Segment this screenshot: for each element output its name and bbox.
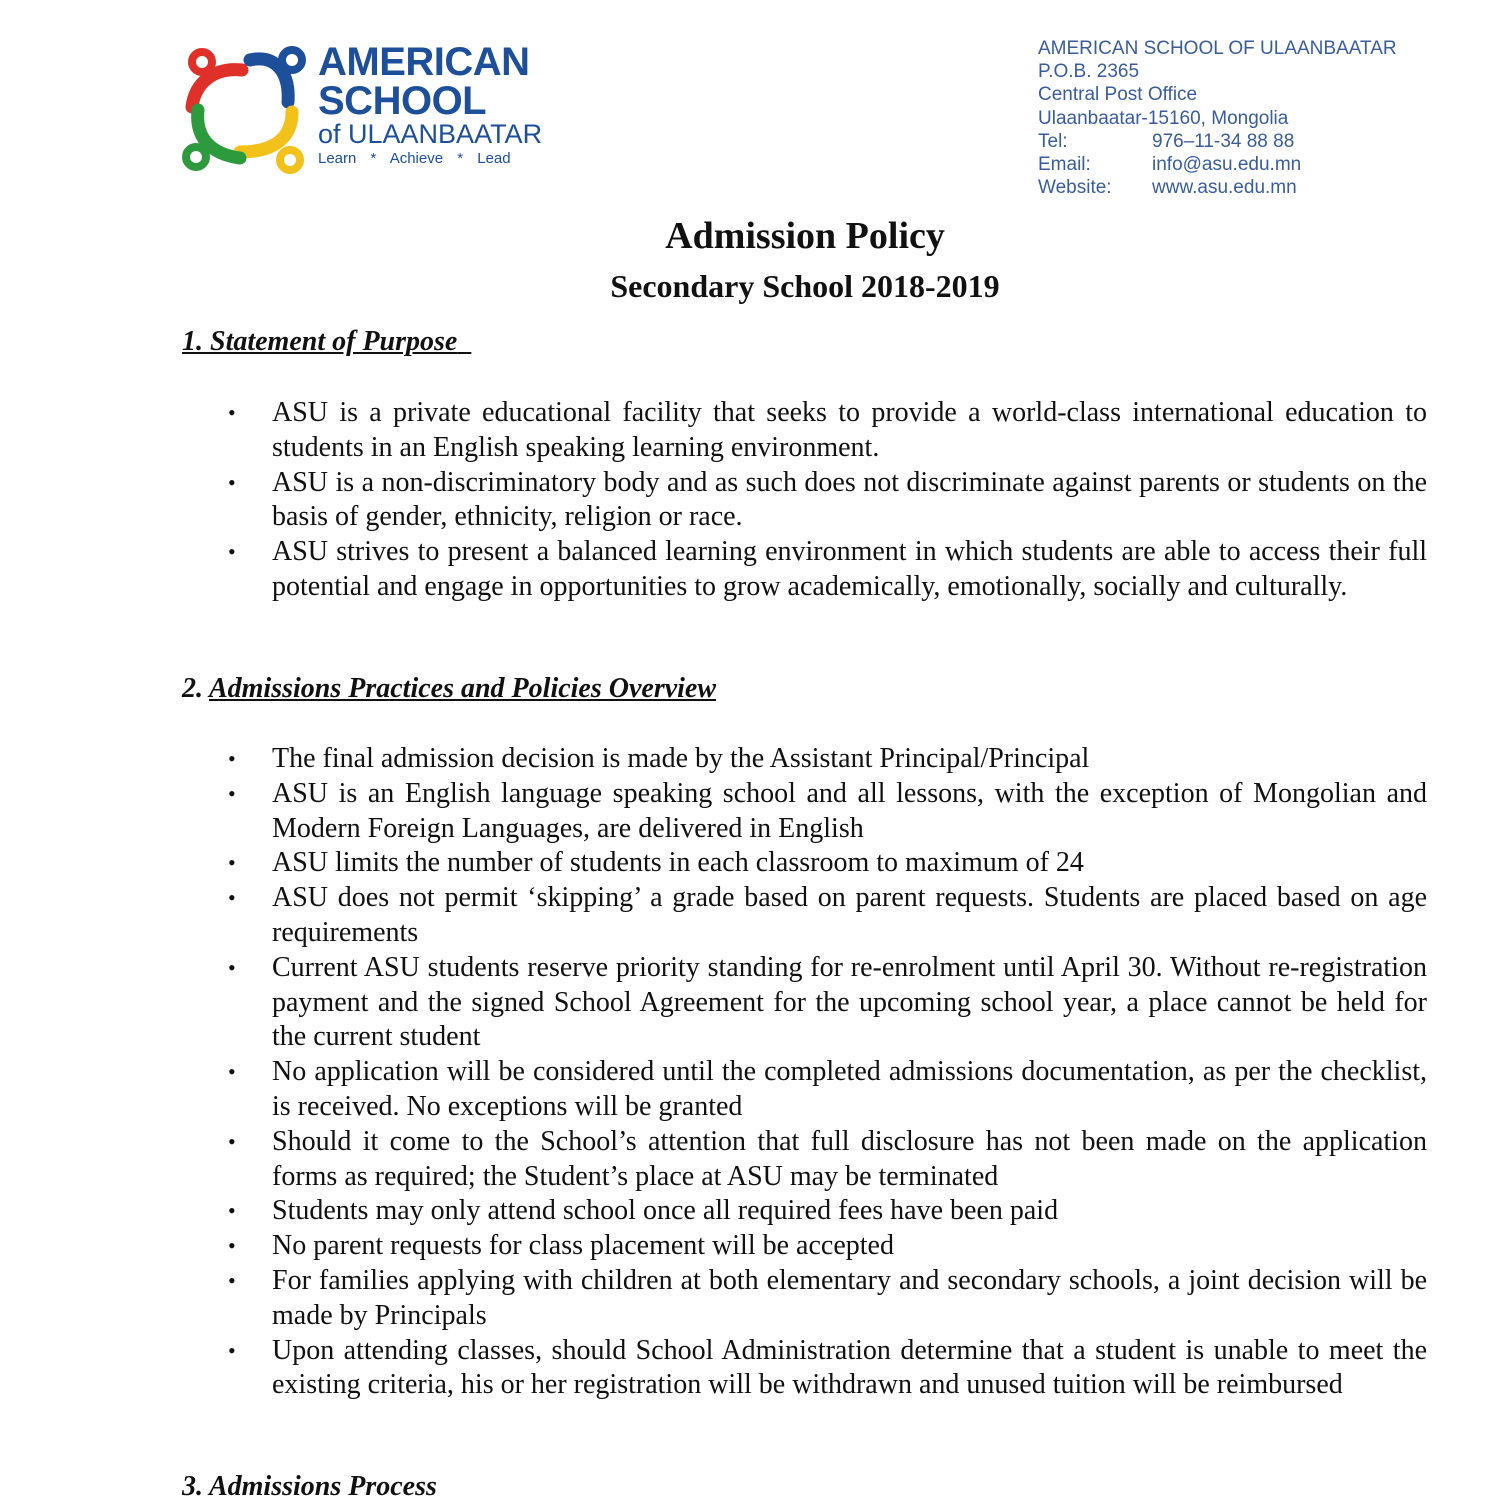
list-item: • ASU is an English language speaking school and all lessons, with the exception of Mongolian and Modern Foreign Languages, are delivered in English	[272, 777, 1427, 847]
section-1-heading: 1. Statement of Purpose	[182, 326, 458, 357]
school-logo	[180, 42, 550, 177]
logo-figures-icon	[180, 42, 315, 177]
website-label: Website:	[1038, 177, 1112, 199]
list-item: • No application will be considered until the completed admissions documentation, as per the checklist, is received. No exceptions will be granted	[272, 1055, 1427, 1125]
list-item: • ASU is a non-discriminatory body and as such does not discriminate against parents or students on the basis of gender, ethnicity, religion or race.	[272, 466, 1427, 536]
list-item: • Current ASU students reserve priority standing for re-enrolment until April 30. Without re-registration payment and the signed School Agreement for the upcoming school year, a place cannot be held for the current student	[272, 951, 1427, 1055]
email-label: Email:	[1038, 154, 1091, 176]
list-item: • ASU is a private educational facility that seeks to provide a world-class international education to students in an English speaking learning environment.	[272, 396, 1427, 466]
tel-label: Tel:	[1038, 130, 1068, 152]
contact-block	[1038, 37, 1397, 199]
contact-office: Central Post Office	[1038, 84, 1198, 106]
list-item: • ASU does not permit ‘skipping’ a grade based on parent requests. Students are placed based on age requirements	[272, 881, 1427, 951]
document-title: Admission Policy	[665, 215, 945, 257]
document-subtitle: Secondary School 2018-2019	[610, 268, 1000, 304]
section-2-heading: 2. Admissions Practices and Policies Overview	[182, 673, 717, 704]
contact-city: Ulaanbaatar-15160, Mongolia	[1038, 107, 1289, 129]
logo-tagline: Learn * Achieve * Lead	[318, 150, 511, 167]
logo-line3: of ULAANBAATAR	[318, 119, 543, 149]
list-item: • The final admission decision is made by the Assistant Principal/Principal	[272, 742, 1427, 777]
section-2-list	[272, 742, 1427, 1403]
list-item: • ASU limits the number of students in each classroom to maximum of 24	[272, 846, 1427, 881]
list-item: • Should it come to the School’s attention that full disclosure has not been made on the application forms as required; the Student’s place at ASU may be terminated	[272, 1125, 1427, 1195]
tel-value: 976–11-34 88 88	[1152, 130, 1295, 152]
logo-line1: AMERICAN	[318, 40, 530, 84]
list-item: • Students may only attend school once all required fees have been paid	[272, 1194, 1427, 1229]
section-1-list	[272, 396, 1427, 605]
list-item: • Upon attending classes, should School Administration determine that a student is unable to meet the existing criteria, his or her registration will be withdrawn and unused tuition will be reimbursed	[272, 1334, 1427, 1404]
list-item: • ASU strives to present a balanced learning environment in which students are able to access their full potential and engage in opportunities to grow academically, emotionally, socially and culturally.	[272, 535, 1427, 605]
list-item: • For families applying with children at both elementary and secondary schools, a joint decision will be made by Principals	[272, 1264, 1427, 1334]
section-3-heading: 3. Admissions Process	[182, 1471, 437, 1502]
logo-line2: SCHOOL	[318, 79, 487, 123]
website-value[interactable]: www.asu.edu.mn	[1152, 177, 1297, 199]
email-value[interactable]: info@asu.edu.mn	[1152, 154, 1302, 176]
list-item: • No parent requests for class placement will be accepted	[272, 1229, 1427, 1264]
contact-pob: P.O.B. 2365	[1038, 61, 1140, 83]
contact-name: AMERICAN SCHOOL OF ULAANBAATAR	[1038, 38, 1397, 59]
